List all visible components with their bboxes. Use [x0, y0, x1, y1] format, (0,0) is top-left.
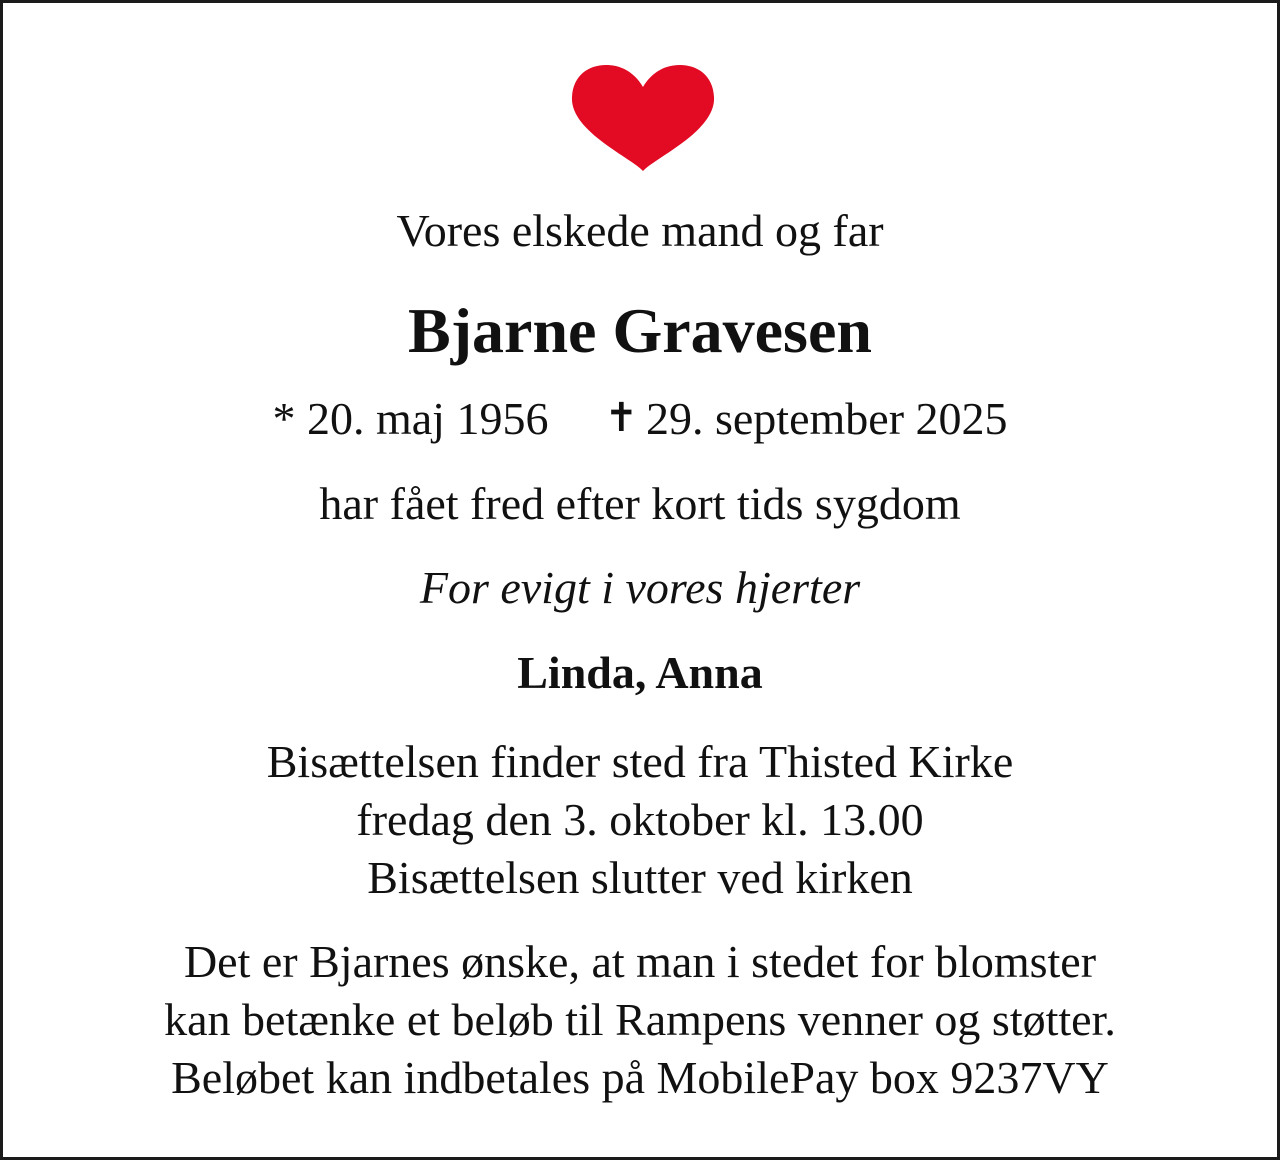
service-line: Bisættelsen slutter ved kirken — [367, 852, 913, 903]
peace-text: har fået fred efter kort tids sygdom — [319, 478, 961, 529]
donation-wish — [3, 933, 1277, 1107]
death-date: 29. september 2025 — [645, 393, 1008, 444]
birth-date: * 20. maj 1956 — [272, 393, 549, 444]
service-line: Bisættelsen finder sted fra Thisted Kirke — [266, 736, 1014, 787]
service-line: fredag den 3. oktober kl. 13.00 — [356, 794, 924, 845]
motto-text: For evigt i vores hjerter — [419, 562, 861, 613]
wish-line: kan betænke et beløb til Rampens venner og støtter. — [164, 994, 1116, 1045]
wish-line: Det er Bjarnes ønske, at man i stedet for blomster — [183, 936, 1097, 987]
family-names: Linda, Anna — [517, 647, 763, 698]
service-info — [3, 733, 1277, 907]
cross-icon: ✝ — [604, 395, 638, 441]
heart-icon — [570, 65, 716, 171]
life-dates — [3, 393, 1277, 444]
deceased-name: Bjarne Gravesen — [408, 295, 872, 366]
intro-text: Vores elskede mand og far — [396, 205, 884, 256]
wish-line: Beløbet kan indbetales på MobilePay box 9237VY — [171, 1052, 1109, 1103]
